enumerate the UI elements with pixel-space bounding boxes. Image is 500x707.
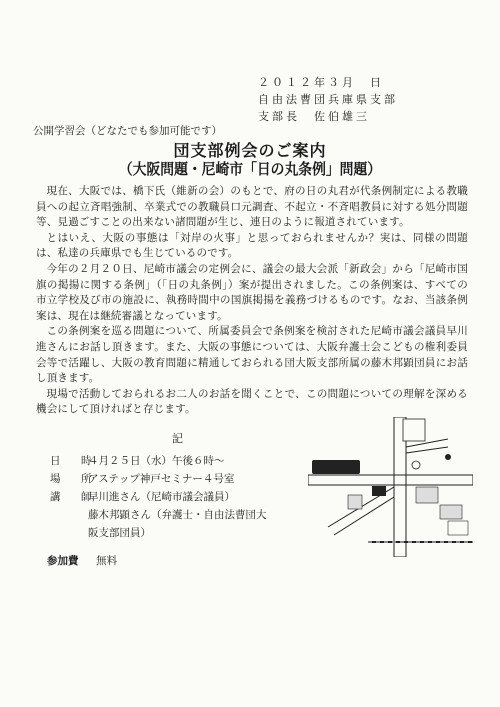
- paragraph: 今年の２月２０日、尼崎市議会の定例会に、議会の最大会派「新政会」から「尼崎市国旗の掲揚に関する条例」（「日の丸条例」）案が提出されました。この条例案は、すべての市立学校及び市の施設に、執務時間中の国旗掲揚を義務づけるものです。なお、当該条例案は、現在は継続審議となっています。: [36, 262, 468, 322]
- ki-marker: 記: [172, 432, 183, 445]
- body-text: [36, 184, 468, 418]
- organization-name: 自由法曹団兵庫県支部: [258, 93, 398, 106]
- paragraph: とはいえ、大阪の事態は「対岸の火事」と思っておられませんか？実は、同様の問題は、私達の兵庫県でも生じているのです。: [36, 231, 468, 260]
- page-title: 団支部例会のご案内: [173, 141, 327, 160]
- page-subtitle: （大阪問題・尼崎市「日の丸条例」問題）: [118, 160, 382, 178]
- signer-name: 支部長 佐伯雄三: [258, 110, 370, 123]
- detail-row-lecturer-3: [50, 525, 151, 539]
- detail-label: 日 時: [50, 455, 97, 467]
- detail-row-place: [50, 471, 235, 486]
- paragraph: 現在、大阪では、橋下氏（維新の会）のもとで、府の日の丸君が代条例制定による教職員への起立斉唱強制、卒業式での教職員口元調査、不起立・不斉唱教員に対する処分問題等、見過ごすことの出来ない諸問題が生じ、連日のように報道されています。: [36, 185, 468, 229]
- detail-label: 場 所: [50, 473, 97, 485]
- date-line: ２０１２年３月 日: [258, 76, 384, 89]
- intro-note: 公開学習会（どなたでも参加可能です）: [33, 125, 222, 137]
- venue-map: [308, 417, 473, 557]
- detail-value: 阪支部団員）: [88, 527, 151, 539]
- detail-row-datetime: [50, 453, 225, 468]
- fee-line: [47, 553, 117, 568]
- detail-value: ４月２５日（水）午後６時～: [88, 455, 225, 467]
- detail-row-lecturer-2: [50, 507, 267, 521]
- fee-label: 参加費: [47, 555, 79, 567]
- paragraph: 現場で活動しておられるお二人のお話を聞くことで、この問題についての理解を深める機会にして頂ければと存じます。: [36, 387, 468, 416]
- detail-value: 早川進さん（尼崎市議会議員）: [88, 491, 235, 503]
- detail-label: 講 師: [50, 491, 97, 503]
- fee-value: 無料: [96, 555, 118, 567]
- detail-value: アステップ神戸セミナー４号室: [88, 473, 235, 485]
- paragraph: この条例案を巡る問題について、所属委員会で条例案を検討された尼崎市議会議員早川進さんにお話し頂きます。また、大阪の事態については、大阪弁護士会こどもの権利委員会等で活躍し、大阪の教育問題に精通しておられる団大阪支部所属の藤木邦顕団員にお話し頂きます。: [36, 325, 468, 385]
- detail-row-lecturer: [50, 489, 235, 504]
- detail-value: 藤木邦顕さん（弁護士・自由法曹団大: [88, 509, 267, 521]
